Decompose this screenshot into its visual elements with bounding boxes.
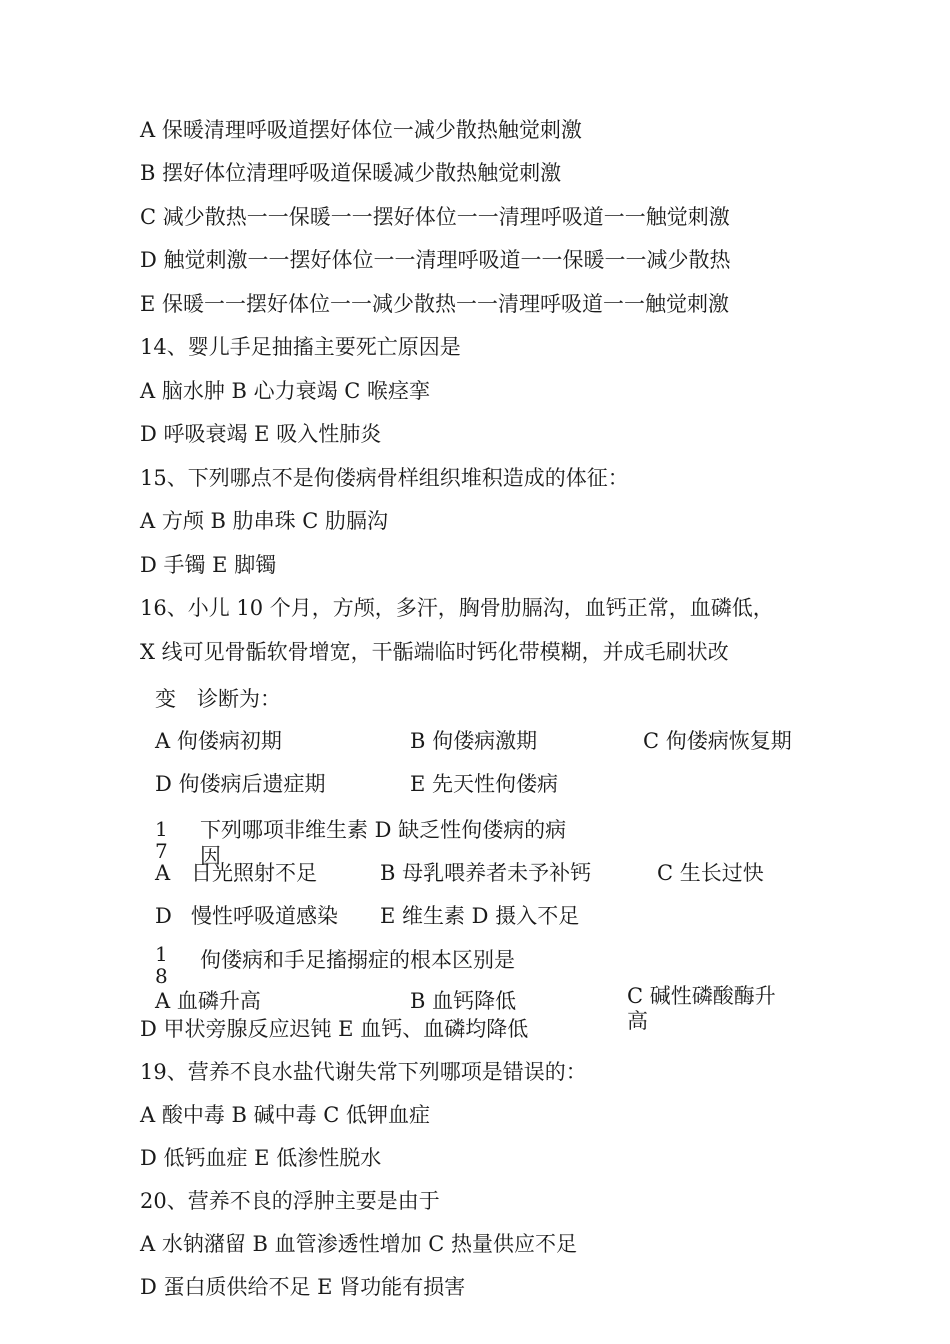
option-b: B 母乳喂养者未予补钙 <box>380 861 592 885</box>
option-line: A 方颅 B 肋串珠 C 肋膈沟 <box>140 509 389 533</box>
option-d-e: D 甲状旁腺反应迟钝 E 血钙、血磷均降低 <box>140 1017 529 1041</box>
question-14: 14、婴儿手足抽搐主要死亡原因是 <box>140 335 461 359</box>
option-b: B 血钙降低 <box>410 989 517 1013</box>
option-line: D 呼吸衰竭 E 吸入性肺炎 <box>140 422 382 446</box>
question-18: 佝偻病和手足搐搦症的根本区别是 <box>200 948 515 972</box>
option-line: A 酸中毒 B 碱中毒 C 低钾血症 <box>140 1103 431 1127</box>
option-line: D 蛋白质供给不足 E 肾功能有损害 <box>140 1275 466 1299</box>
option-line: E 保暖一一摆好体位一一减少散热一一清理呼吸道一一触觉刺激 <box>140 292 730 316</box>
option-c: C 生长过快 <box>657 861 764 885</box>
option-line: A 水钠潴留 B 血管渗透性增加 C 热量供应不足 <box>140 1232 578 1256</box>
option-line: A 保暖清理呼吸道摆好体位一减少散热触觉刺激 <box>140 118 582 142</box>
option-a: 日光照射不足 <box>191 861 317 885</box>
option-c-tail: 高 <box>627 1009 648 1033</box>
option-d-letter: D <box>155 904 172 928</box>
question-18-number: 1 8 <box>155 942 168 988</box>
option-b: B 佝偻病激期 <box>410 729 538 753</box>
option-d: D 佝偻病后遗症期 <box>155 772 326 796</box>
question-16-cont: X 线可见骨骺软骨增宽，干骺端临时钙化带模糊，并成毛刷状改 <box>140 640 729 664</box>
question-17-tail: 因 <box>200 844 221 868</box>
question-17: 下列哪项非维生素 D 缺乏性佝偻病的病 <box>200 818 567 842</box>
option-line: B 摆好体位清理呼吸道保暖减少散热触觉刺激 <box>140 161 562 185</box>
question-16: 16、小儿 10 个月，方颅，多汗，胸骨肋膈沟，血钙正常，血磷低， <box>140 596 774 620</box>
option-line: C 减少散热一一保暖一一摆好体位一一清理呼吸道一一触觉刺激 <box>140 205 730 229</box>
question-15: 15、下列哪点不是佝偻病骨样组织堆积造成的体征： <box>140 466 629 490</box>
option-line: D 触觉刺激一一摆好体位一一清理呼吸道一一保暖一一减少散热 <box>140 248 731 272</box>
option-e: E 维生素 D 摄入不足 <box>380 904 580 928</box>
question-19: 19、营养不良水盐代谢失常下列哪项是错误的： <box>140 1060 587 1084</box>
option-a: A 血磷升高 <box>155 989 261 1013</box>
option-c: C 碱性磷酸酶升 <box>627 984 776 1008</box>
option-a-letter: A <box>155 861 171 885</box>
question-16-tail: 变 诊断为： <box>155 687 281 711</box>
question-17-number: 1 7 <box>155 817 168 863</box>
option-e: E 先天性佝偻病 <box>410 772 559 796</box>
option-c: C 佝偻病恢复期 <box>643 729 792 753</box>
option-line: D 低钙血症 E 低渗性脱水 <box>140 1146 382 1170</box>
option-line: D 手镯 E 脚镯 <box>140 553 277 577</box>
question-20: 20、营养不良的浮肿主要是由于 <box>140 1189 440 1213</box>
option-a: A 佝偻病初期 <box>155 729 282 753</box>
option-line: A 脑水肿 B 心力衰竭 C 喉痉挛 <box>140 379 431 403</box>
option-d: 慢性呼吸道感染 <box>191 904 338 928</box>
